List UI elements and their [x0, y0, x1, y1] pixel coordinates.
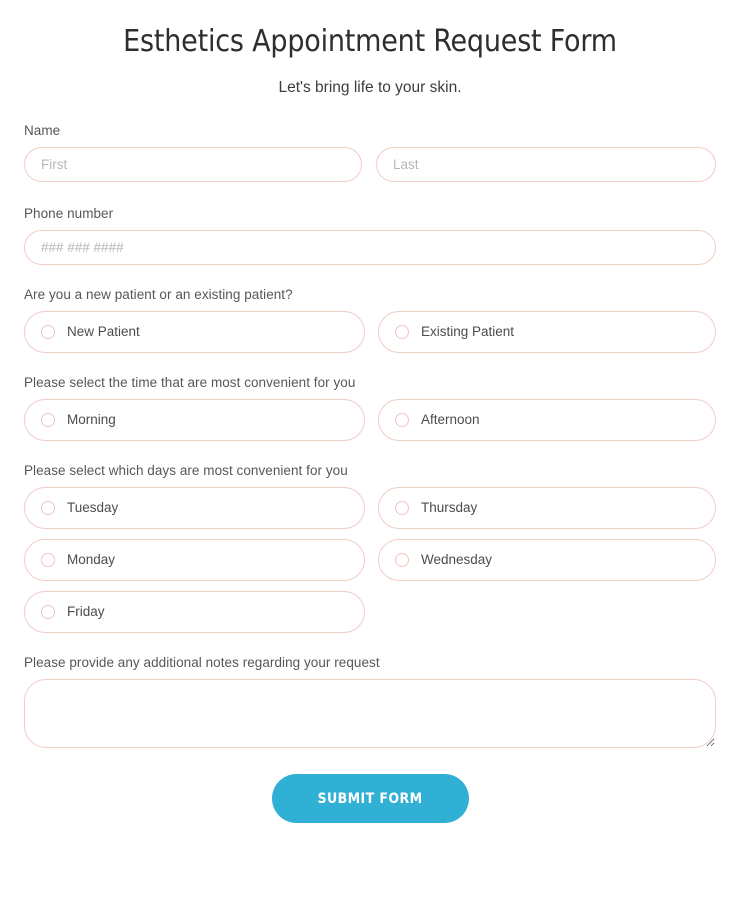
radio-morning[interactable] — [24, 399, 365, 441]
radio-tuesday[interactable] — [24, 487, 365, 529]
submit-row — [24, 774, 716, 823]
radio-circle-icon — [41, 501, 55, 515]
day-options-row-2 — [24, 539, 716, 581]
name-field-group — [24, 122, 716, 182]
page-subtitle: Let's bring life to your skin. — [278, 79, 462, 96]
radio-friday[interactable] — [24, 591, 365, 633]
radio-monday-label: Monday — [67, 552, 116, 567]
radio-afternoon[interactable] — [378, 399, 716, 441]
time-option-morning — [24, 399, 365, 441]
time-option-afternoon — [378, 399, 716, 441]
patient-type-option-new — [24, 311, 365, 353]
radio-circle-icon — [41, 605, 55, 619]
first-name-input[interactable] — [24, 147, 362, 182]
radio-circle-icon — [41, 325, 55, 339]
radio-thursday[interactable] — [378, 487, 716, 529]
first-name-column — [24, 147, 362, 182]
submit-form-button[interactable]: SUBMIT FORM — [272, 774, 469, 823]
day-options-row-3 — [24, 591, 716, 633]
phone-label: Phone number — [24, 206, 114, 221]
day-options-row-1 — [24, 487, 716, 529]
day-option-wednesday — [378, 539, 716, 581]
phone-input[interactable] — [24, 230, 716, 265]
radio-morning-label: Morning — [67, 412, 116, 427]
time-preference-group — [24, 374, 716, 441]
radio-circle-icon — [41, 553, 55, 567]
time-preference-options-row — [24, 399, 716, 441]
radio-new-patient-label: New Patient — [67, 324, 140, 339]
radio-monday[interactable] — [24, 539, 365, 581]
radio-circle-icon — [395, 325, 409, 339]
day-preference-label: Please select which days are most convenient for you — [24, 463, 348, 478]
notes-textarea[interactable] — [24, 679, 716, 748]
patient-type-group — [24, 286, 716, 353]
day-option-tuesday — [24, 487, 365, 529]
radio-afternoon-label: Afternoon — [421, 412, 480, 427]
radio-new-patient[interactable] — [24, 311, 365, 353]
radio-thursday-label: Thursday — [421, 500, 478, 515]
radio-tuesday-label: Tuesday — [67, 500, 119, 515]
day-option-monday — [24, 539, 365, 581]
day-preference-group — [24, 462, 716, 633]
radio-circle-icon — [395, 413, 409, 427]
radio-existing-patient-label: Existing Patient — [421, 324, 515, 339]
radio-wednesday[interactable] — [378, 539, 716, 581]
radio-circle-icon — [395, 553, 409, 567]
day-option-thursday — [378, 487, 716, 529]
patient-type-options-row — [24, 311, 716, 353]
name-label: Name — [24, 123, 61, 138]
day-option-friday — [24, 591, 365, 633]
radio-existing-patient[interactable] — [378, 311, 716, 353]
patient-type-option-existing — [378, 311, 716, 353]
phone-field-group — [24, 205, 716, 265]
last-name-input[interactable] — [376, 147, 716, 182]
time-preference-label: Please select the time that are most convenient for you — [24, 375, 356, 390]
patient-type-label: Are you a new patient or an existing patient? — [24, 287, 293, 302]
radio-friday-label: Friday — [67, 604, 105, 619]
radio-wednesday-label: Wednesday — [421, 552, 493, 567]
last-name-column — [376, 147, 716, 182]
radio-circle-icon — [395, 501, 409, 515]
page-title: Esthetics Appointment Request Form — [123, 24, 617, 59]
notes-group — [24, 654, 716, 748]
radio-circle-icon — [41, 413, 55, 427]
notes-label: Please provide any additional notes regarding your request — [24, 655, 380, 670]
name-inputs-row — [24, 147, 716, 182]
